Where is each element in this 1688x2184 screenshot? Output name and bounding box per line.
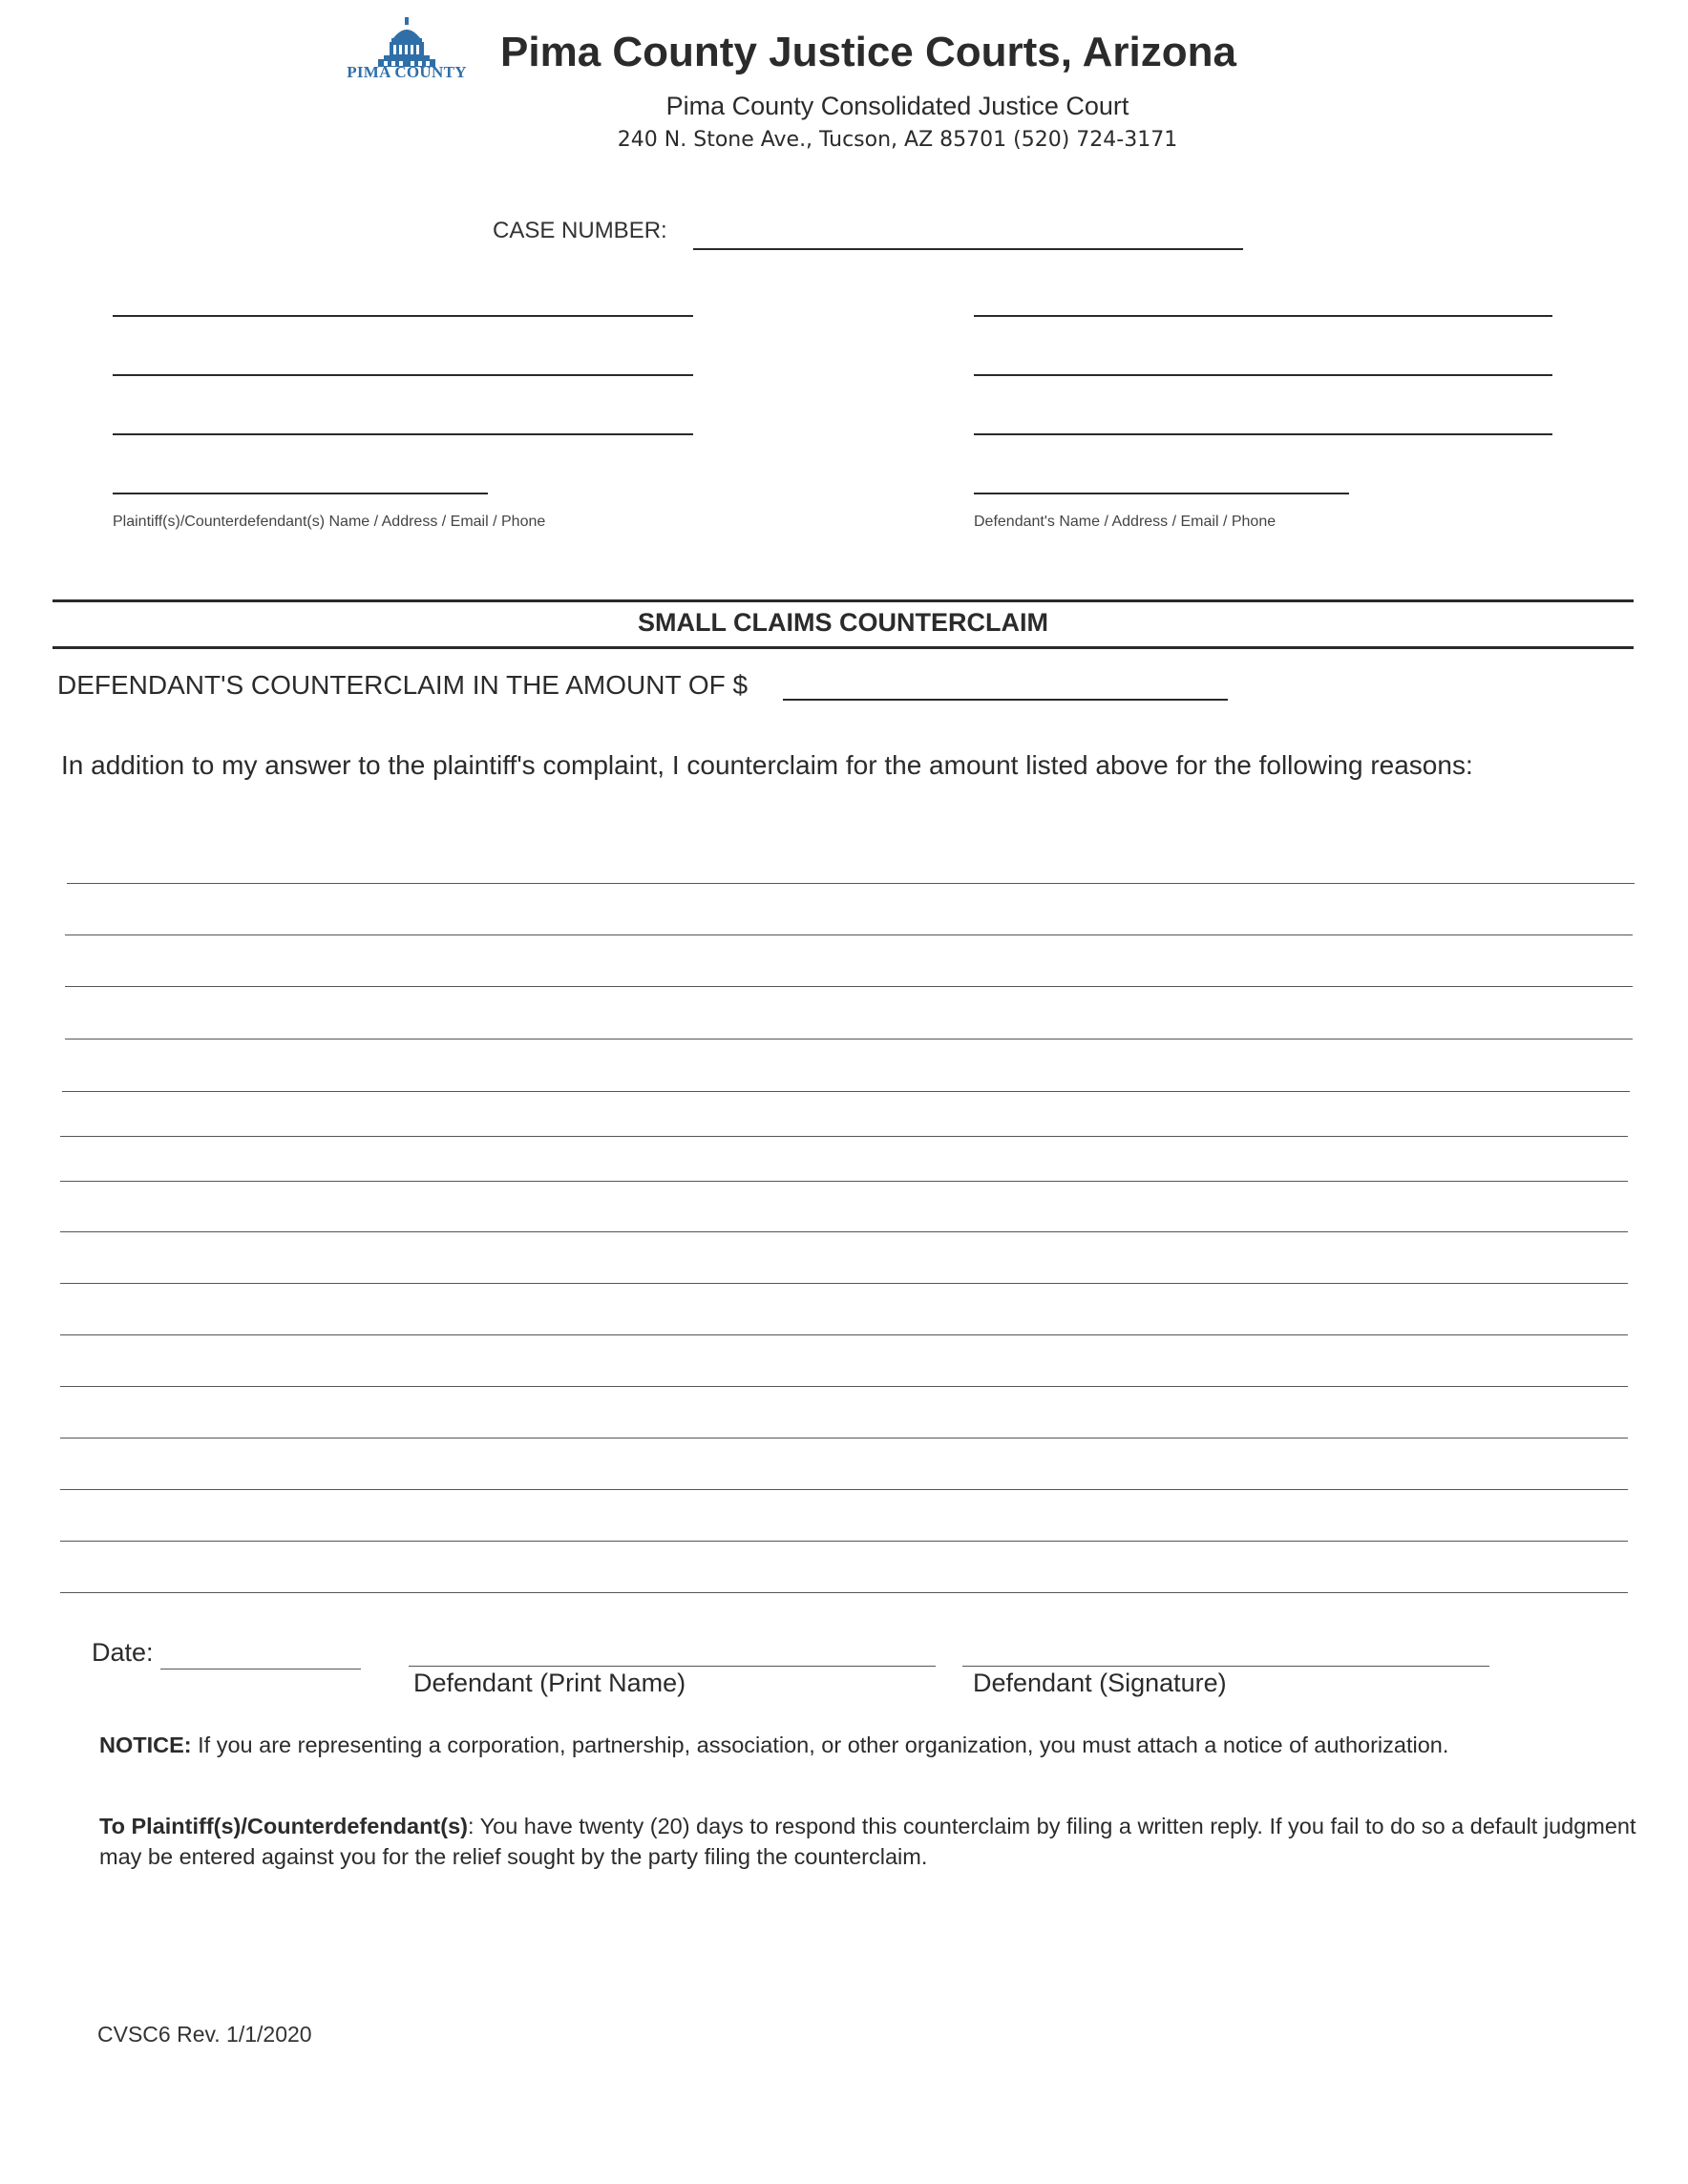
court-subtitle: Pima County Consolidated Justice Court	[665, 92, 1129, 120]
reason-line[interactable]	[65, 1039, 1633, 1040]
form-title: SMALL CLAIMS COUNTERCLAIM	[638, 608, 1048, 637]
reason-line[interactable]	[60, 1283, 1628, 1284]
reason-line[interactable]	[60, 1181, 1628, 1182]
reply-text: : You have twenty (20) days to respond this counterclaim by filing a written reply. If you fail to do so a default judgment may be entered against you for the relief sought by the party filing the counterclaim.	[99, 1814, 1636, 1869]
case-number-label: CASE NUMBER:	[493, 218, 667, 243]
counterclaim-amount-label: DEFENDANT'S COUNTERCLAIM IN THE AMOUNT OF $	[57, 670, 749, 700]
defendant-caption: Defendant's Name / Address / Email / Phone	[974, 514, 1277, 530]
counterclaim-amount-field[interactable]	[783, 699, 1228, 701]
reason-line[interactable]	[62, 1091, 1630, 1092]
reason-line[interactable]	[67, 883, 1635, 884]
plaintiff-line-1[interactable]	[113, 315, 693, 317]
plaintiff-caption: Plaintiff(s)/Counterdefendant(s) Name / Address / Email / Phone	[113, 514, 546, 530]
form-code: CVSC6 Rev. 1/1/2020	[97, 2022, 312, 2047]
signature-caption: Defendant (Signature)	[973, 1669, 1227, 1697]
court-address: 240 N. Stone Ave., Tucson, AZ 85701 (520) 724-3171	[617, 128, 1178, 152]
court-title: Pima County Justice Courts, Arizona	[500, 29, 1236, 75]
logo-text: PIMA COUNTY	[347, 63, 467, 81]
reply-notice	[99, 1811, 1665, 1872]
date-field[interactable]	[160, 1669, 361, 1670]
plaintiff-line-2[interactable]	[113, 374, 693, 376]
plaintiff-line-4[interactable]	[113, 493, 488, 494]
reason-line[interactable]	[60, 1541, 1628, 1542]
print-name-caption: Defendant (Print Name)	[413, 1669, 686, 1697]
notice-heading: NOTICE:	[99, 1732, 192, 1757]
defendant-line-3[interactable]	[974, 433, 1552, 435]
plaintiff-line-3[interactable]	[113, 433, 693, 435]
reason-line[interactable]	[60, 1489, 1628, 1490]
reason-line[interactable]	[65, 934, 1633, 935]
notice-text: If you are representing a corporation, partnership, association, or other organization, you must attach a notice of authorization.	[191, 1732, 1449, 1757]
reason-line[interactable]	[60, 1334, 1628, 1335]
case-number-field[interactable]	[693, 248, 1243, 250]
title-rule-top	[53, 599, 1634, 602]
reason-line[interactable]	[60, 1592, 1628, 1593]
reason-line[interactable]	[60, 1136, 1628, 1137]
date-label: Date:	[92, 1638, 154, 1667]
reason-line[interactable]	[60, 1231, 1628, 1232]
defendant-line-1[interactable]	[974, 315, 1552, 317]
title-rule-bottom	[53, 646, 1634, 649]
signature-field[interactable]	[962, 1666, 1489, 1667]
reasons-intro: In addition to my answer to the plaintiff's complaint, I counterclaim for the amount listed above for the following reasons:	[61, 750, 1473, 780]
reason-line[interactable]	[60, 1386, 1628, 1387]
reply-heading: To Plaintiff(s)/Counterdefendant(s)	[99, 1814, 468, 1838]
authorization-notice	[99, 1730, 1665, 1760]
reason-line[interactable]	[65, 986, 1633, 987]
defendant-line-2[interactable]	[974, 374, 1552, 376]
defendant-line-4[interactable]	[974, 493, 1349, 494]
print-name-field[interactable]	[409, 1666, 936, 1667]
